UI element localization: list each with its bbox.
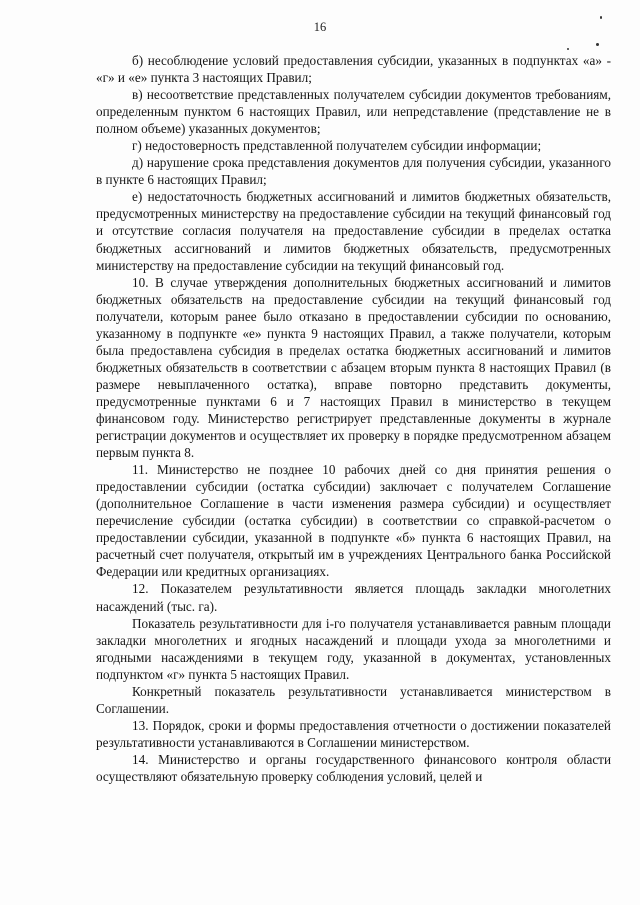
paragraph-subitem-d: д) нарушение срока представления документов для получения субсидии, указанного в пункте 6 настоящих Правил;	[96, 155, 611, 188]
paragraph-subitem-b: б) несоблюдение условий предоставления субсидии, указанных в подпунктах «а» - «г» и «е» пункта 3 настоящих Правил;	[96, 53, 611, 86]
paragraph-subitem-e: е) недостаточность бюджетных ассигнований и лимитов бюджетных обязательств, предусмотренных министерству на предоставление субсидии на текущий финансовый год и отсутствие согласия получателя на предоставление субсидии в пределах остатка бюджетных ассигнований и лимитов бюджетных обязательств, предусмотренных министерству на предоставление субсидии на текущий финансовый год.	[96, 189, 611, 273]
paragraph-subitem-g: г) недостоверность представленной получателем субсидии информации;	[132, 138, 542, 154]
paragraph-clause-10: 10. В случае утверждения дополнительных бюджетных ассигнований и лимитов бюджетных обязательств на предоставление субсидии на текущий финансовый год получатели, которым ранее было отказано в предоставлении субсидии по основанию, указанному в подпункте «е» пункта 9 настоящих Правил, а также получатели, которым была предоставлена субсидия в пределах остатка бюджетных ассигнований и лимитов бюджетных обязательств в соответствии с абзацем вторым пункта 8 настоящих Правил (в размере невыплаченного остатка), вправе повторно представить документы, предусмотренные пунктами 6 и 7 настоящих Правил в министерство в текущем финансовом году. Министерство регистрирует представленные документы в журнале регистрации документов и осуществляет их проверку в порядке предусмотренном абзацем первым пункта 8.	[96, 274, 611, 461]
paragraph-clause-14: 14. Министерство и органы государственного финансового контроля области осуществляют обязательную проверку соблюдения условий, целей и	[96, 751, 611, 784]
paragraph-clause-12: 12. Показателем результативности является площадь закладки многолетних насаждений (тыс. га).	[96, 581, 611, 614]
paragraph-indicator-agreement: Конкретный показатель результативности устанавливается министерством в Соглашении.	[96, 683, 611, 716]
page-number: 16	[313, 20, 327, 34]
document-body	[96, 52, 611, 785]
scan-speck	[600, 16, 602, 19]
paragraph-clause-13: 13. Порядок, сроки и формы предоставления отчетности о достижении показателей результативности устанавливаются в Соглашении министерством.	[96, 717, 611, 750]
paragraph-clause-11: 11. Министерство не позднее 10 рабочих дней со дня принятия решения о предоставлении субсидии (остатка субсидии) заключает с получателем Соглашение (дополнительное Соглашение в части изменения размера субсидии) и осуществляет перечисление субсидии (остатка субсидии) в соответствии со справкой-расчетом о предоставлении субсидии, указанной в подпункте «б» пункта 6 настоящих Правил, на расчетный счет получателя, открытый им в учреждениях Центрального банка Российской Федерации или кредитных организациях.	[96, 462, 611, 580]
scan-speck	[596, 43, 599, 46]
scan-speck	[567, 48, 569, 50]
paragraph-subitem-v: в) несоответствие представленных получателем субсидии документов требованиям, определенным пунктом 6 настоящих Правил, или непредставление (представление не в полном объеме) указанных документов;	[96, 87, 611, 137]
paragraph-indicator-rule: Показатель результативности для i-го получателя устанавливается равным площади закладки многолетних и ягодных насаждений и площади ухода за многолетними и ягодными насаждениями в текущем году, указанной в документах, установленных подпунктом «г» пункта 5 настоящих Правил.	[96, 615, 611, 682]
